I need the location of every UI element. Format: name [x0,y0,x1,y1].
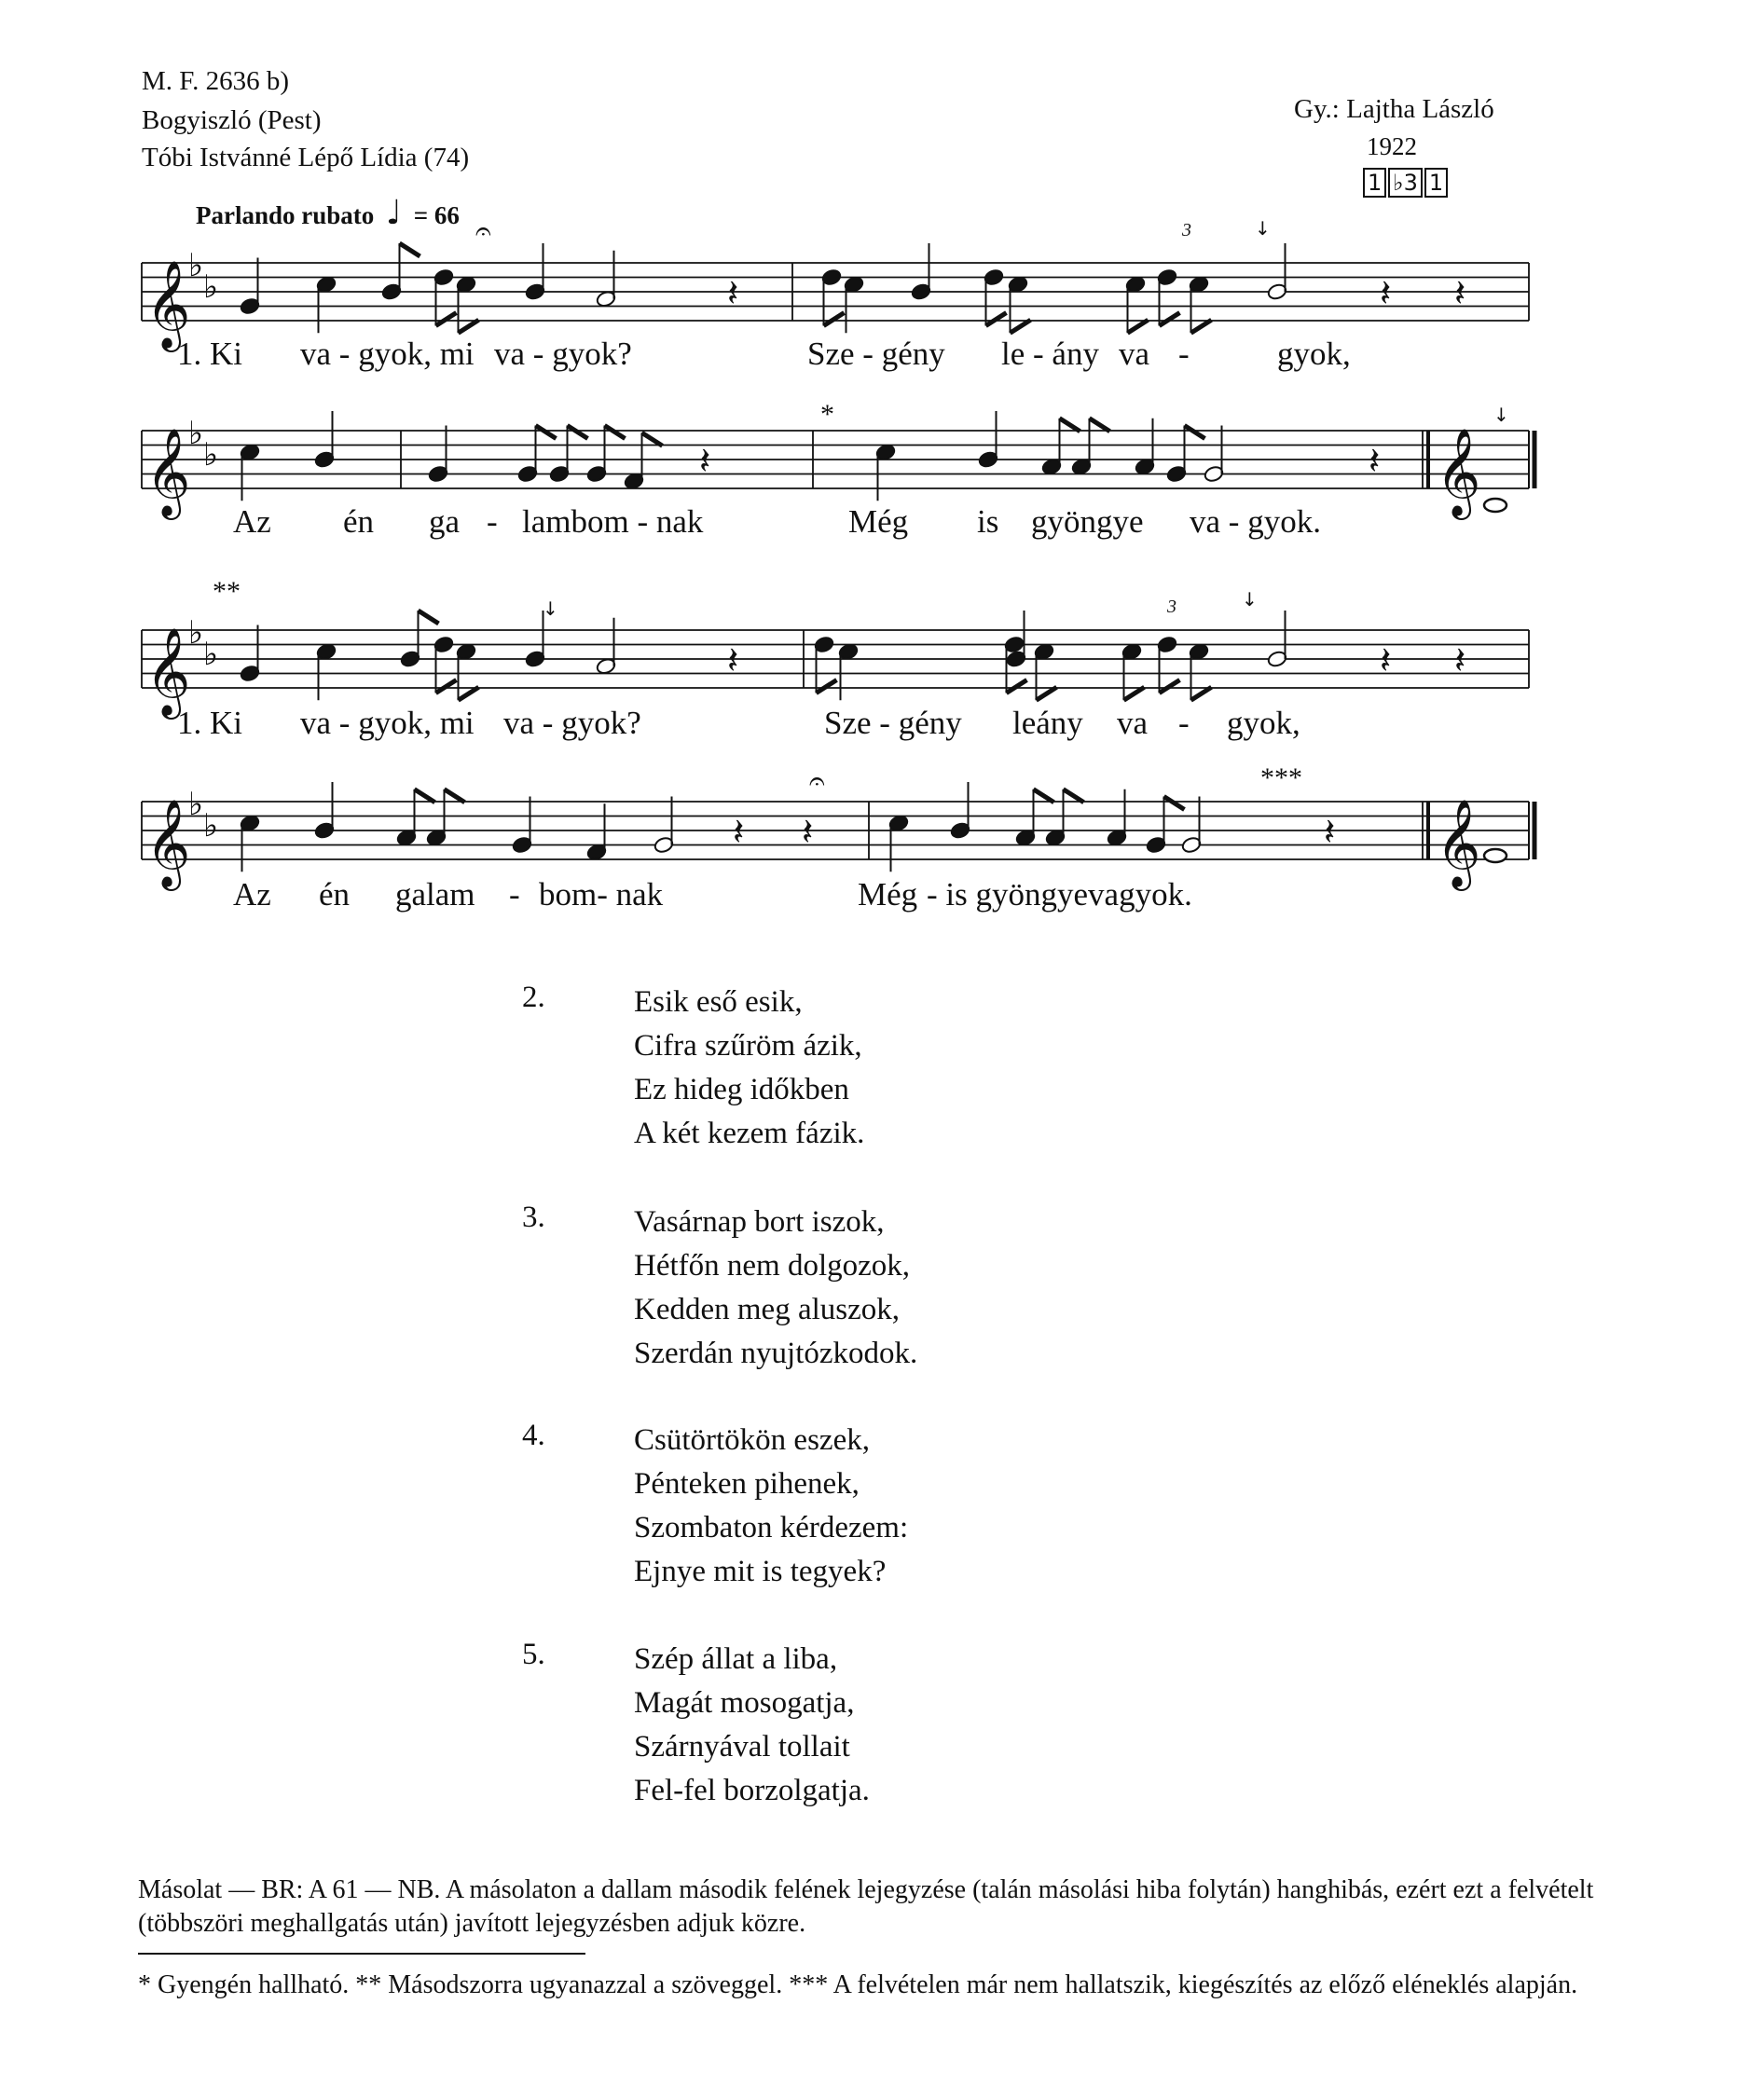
note-flag [1160,313,1180,326]
lyric-syllable: Még [858,876,918,913]
verse-line: Szép állat a liba, [634,1642,838,1676]
lyric-syllable: Az [233,503,271,540]
quarter-rest-icon: 𝄽 [1454,272,1466,315]
note-flag [824,313,845,326]
flat-icon: ♭ [203,807,219,844]
note-flag [1034,789,1054,803]
lyric-syllable: Még [848,503,909,540]
verse-line: Fel-fel borzolgatja. [634,1774,870,1807]
note-flag [1191,320,1212,333]
cadence-2: ♭3 [1388,168,1423,198]
flat-icon: ♭ [188,415,204,452]
note-flag [459,687,479,700]
lyric-syllable: Sze - gény [824,705,962,741]
note-flag [1124,687,1145,700]
treble-clef-icon: 𝄞 [145,627,191,716]
lyric-syllable: va - gyok? [494,336,632,372]
note-flag [1160,680,1180,693]
quarter-rest-icon: 𝄽 [1380,639,1392,682]
quarter-rest-icon: 𝄽 [802,811,814,854]
marker-double: ** [213,576,241,607]
down-arrow-icon: ↓ [1255,217,1271,240]
note-flag [536,426,557,439]
triplet-marker-2: 3 [1167,597,1176,617]
catalog-number: M. F. 2636 b) [142,66,289,96]
lyric-syllable: va - gyok, mi [300,336,475,372]
flat-icon: ♭ [203,436,219,474]
note-flag [1064,789,1084,803]
whole-note [1484,499,1506,512]
quarter-rest-icon: 𝄽 [727,272,739,315]
down-arrow-icon: ↓ [1493,404,1509,426]
fermata-icon: 𝄐 [809,765,825,798]
footnote-divider [138,1953,585,1955]
note-flag [1090,419,1110,432]
flat-icon: ♭ [188,786,204,823]
note-flag [459,320,479,333]
verse-line: Ejnye mit is tegyek? [634,1555,887,1588]
note-flag [1185,426,1205,439]
quarter-rest-icon: 𝄽 [1324,811,1336,854]
quarter-rest-icon: 𝄽 [727,639,739,682]
lyric-syllable: - [509,876,520,913]
lyric-syllable: - [487,503,498,540]
verse-line: Cifra szűröm ázik, [634,1029,862,1063]
down-arrow-icon: ↓ [543,597,558,620]
verse-number: 3. [522,1201,545,1234]
lyric-syllable: ga [429,503,461,540]
lyric-syllable: 1. Ki [177,336,242,372]
verse-line: Magát mosogatja, [634,1686,855,1720]
quarter-note-icon: ♩ [386,194,403,232]
music-score [0,0,1761,932]
lyric-syllable: leány [1012,705,1083,741]
lyric-syllable: Az [233,876,271,913]
triplet-marker-1: 3 [1182,220,1191,240]
lyric-syllable: én [343,503,375,540]
note-flag [1060,419,1080,432]
cadence-3: 1 [1424,168,1448,198]
verse-line: Esik eső esik, [634,985,803,1019]
lyric-syllable: lambom - nak [522,503,704,540]
note-flag [1128,320,1149,333]
note-flag [1164,797,1185,810]
verse-line: Szombaton kérdezem: [634,1511,909,1544]
lyric-syllable: gyöngye [1031,503,1144,540]
note-flag [445,789,465,803]
treble-clef-icon: 𝄞 [145,428,191,516]
note-flag [436,680,457,693]
source-note: Másolat — BR: A 61 — NB. A másolaton a dallam második felének lejegyzése (talán másolási hiba folytán) hanghibás, ezért ezt a felvételt (többszöri meghallgatás után) javított lejegyzésben adjuk közre. [138,1875,1594,1938]
cadence-1: 1 [1363,168,1386,198]
verse-line: A két kezem fázik. [634,1117,865,1150]
quarter-rest-icon: 𝄽 [1454,639,1466,682]
marker-triple: *** [1260,762,1302,793]
lyric-syllable: bom- nak [539,876,664,913]
singer: Tóbi Istvánné Lépő Lídia (74) [142,143,470,172]
note-flag [642,432,663,446]
tempo-value: = 66 [413,201,460,229]
footnote: * Gyengén hallható. ** Másodszorra ugyanazzal a szöveggel. *** A felvételen már nem hallatszik, kiegészítés az előző eléneklés alapján. [138,1970,1578,1999]
tempo-text: Parlando rubato [196,201,375,229]
lyric-syllable: gyok, [1227,705,1300,741]
collector: Gy.: Lajtha László [1294,94,1494,124]
quarter-rest-icon: 𝄽 [733,811,745,854]
verse-line: Ez hideg időkben [634,1073,849,1106]
note-flag [1037,687,1057,700]
lyric-syllable: - [1178,336,1190,372]
note-flag [1011,320,1031,333]
treble-clef-icon: 𝄞 [145,799,191,887]
verse-line: Hétfőn nem dolgozok, [634,1249,911,1283]
note-flag [436,313,457,326]
lyric-syllable: - [1178,705,1190,741]
lyric-syllable: va - gyok? [503,705,641,741]
verse-number: 2. [522,981,545,1014]
flat-icon: ♭ [203,636,219,673]
verse-line: Csütörtökön eszek, [634,1423,870,1457]
lyric-syllable: le - ány [1001,336,1099,372]
fermata-icon: 𝄐 [475,215,491,248]
note-flag [1007,680,1027,693]
treble-clef-icon: 𝄞 [1436,799,1481,887]
note-flag [1191,687,1212,700]
marker-single: * [820,399,834,430]
verse-line: Kedden meg aluszok, [634,1293,900,1326]
note-flag [605,426,626,439]
lyric-syllable: Sze - gény [807,336,945,372]
lyric-syllable: va [1117,705,1149,741]
verse-line: Pénteken pihenek, [634,1467,860,1501]
note-flag [986,313,1007,326]
note-flag [568,426,588,439]
flat-icon: ♭ [188,247,204,284]
lyric-syllable: is [977,503,999,540]
note-flag [419,611,439,624]
flat-icon: ♭ [203,268,219,306]
place: Bogyiszló (Pest) [142,105,322,135]
whole-note [1484,849,1506,862]
lyric-syllable: én [319,876,351,913]
treble-clef-icon: 𝄞 [145,260,191,349]
quarter-rest-icon: 𝄽 [1380,272,1392,315]
lyric-syllable: 1. Ki [177,705,242,741]
verse-line: Szerdán nyujtózkodok. [634,1337,918,1370]
note-flag [817,680,837,693]
quarter-rest-icon: 𝄽 [1369,440,1381,483]
verse-number: 5. [522,1638,545,1671]
lyric-syllable: galam [395,876,475,913]
down-arrow-icon: ↓ [1242,588,1258,611]
lyric-syllable: va [1119,336,1150,372]
year: 1922 [1367,132,1417,160]
lyric-syllable: va - gyok, mi [300,705,475,741]
verse-number: 4. [522,1419,545,1452]
verse-line: Szárnyával tollait [634,1730,850,1764]
verse-line: Vasárnap bort iszok, [634,1205,885,1239]
note-flag [400,243,420,256]
flat-icon: ♭ [188,614,204,652]
lyric-syllable: - is gyöngyevagyok. [927,876,1192,913]
lyric-syllable: va - gyok. [1190,503,1321,540]
quarter-rest-icon: 𝄽 [699,440,711,483]
lyric-syllable: gyok, [1277,336,1351,372]
treble-clef-icon: 𝄞 [1436,428,1481,516]
note-flag [415,789,435,803]
